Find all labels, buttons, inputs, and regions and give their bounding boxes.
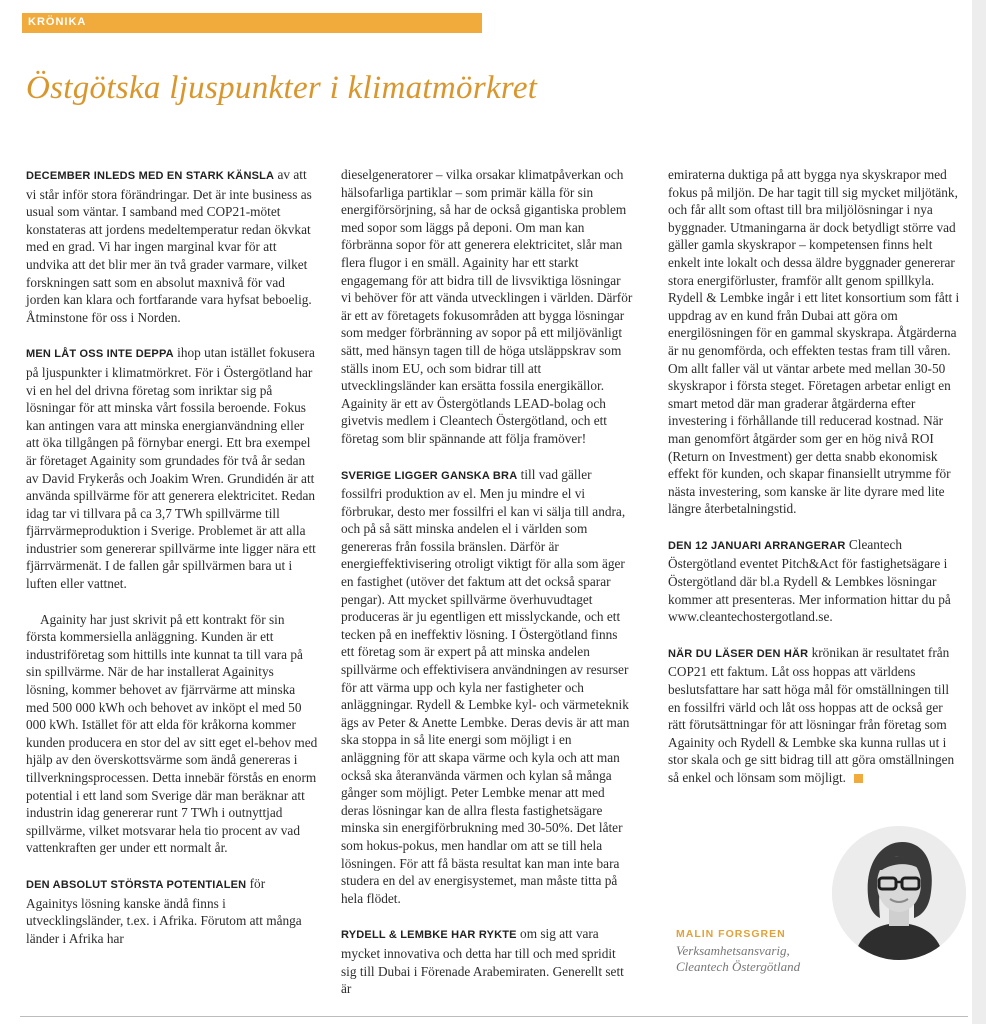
paragraph-lead: DEN ABSOLUT STÖRSTA POTENTIALEN [26, 878, 247, 891]
paragraph-lead: SVERIGE LIGGER GANSKA BRA [341, 469, 518, 482]
paragraph-lead: DEN 12 JANUARI ARRANGERAR [668, 539, 846, 552]
author-portrait-illustration [832, 826, 966, 960]
paragraph [668, 166, 960, 518]
article-column-1 [26, 166, 318, 965]
paragraph-text: Againity har just skrivit på ett kontrakt för sin första kommersiella anläggning. Kunden är ett industriföretag som hittills inte kunnat ta till vara på sin spillvärme. När de har installerat Againitys lösning, kommer behovet av fjärrvärme att minska med 500 000 kWh och behovet av inköpt el med 50 000 kWh. Istället för att elda för kråkorna kommer kunden producera en stor del av sitt eget el-behov med hjälp av den överskottsvärme som ändå genereras i tillverkningsprocessen. Detta innebär förstås en enorm potential i ett land som Sverige där man beräknar att industrin idag genererar runt 7 TWh i outnyttjad spillvärme, vilket motsvarar hela tio procent av vad vattenkraften ger under ett normalt år. [26, 611, 318, 856]
author-role [676, 943, 836, 975]
paragraph-lead: NÄR DU LÄSER DEN HÄR [668, 647, 809, 660]
author-role-line: Verksamhetsansvarig, [676, 943, 790, 958]
paragraph-text: ihop utan istället fokusera på ljuspunkter i klimatmörkret. För i Östergötland har vi en hel del drivna företag som inriktar sig på lösningar för att minska vårt fossila beroende. Fokus kan antingen vara att minska energianvändning eller att öka tillgången på förnybar energi. Ett bra exempel är företaget Againity som grundades för två år sedan av David Frykerås och Joakim Wren. Grundidén är att använda spillvärme för att generera elektricitet. Redan idag tar vi tillvara på ca 3,7 TWh spillvärme till fjärrvärmeproduktion i Sverige. Problemet är att alla industrier som genererar spillvärme inte ligger nära ett fjärrvärmenät. I de fallen går spillvärmen bara ut i luften eller vattnet. [26, 345, 316, 592]
paragraph [668, 536, 960, 626]
paragraph-lead: RYDELL & LEMBKE HAR RYKTE [341, 929, 517, 942]
article-column-3 [668, 166, 960, 805]
paragraph-text: dieselgeneratorer – vilka orsakar klimatpåverkan och hälsofarliga partiklar – som primär källa för sin energiförsörjning, så har de också gigantiska problem med sopor som läggs på deponi. Om man kan förbränna sopor för att generera elektricitet, slår man flera flugor i en smäll. Againity har ett starkt engagemang för att bidra till de livsviktiga lösningar vi behöver för att vända utvecklingen i världen. Därför är ett av företagets fokusområden att bygga lösningar som medger förbränning av sopor på ett miljövänligt sätt, med hänsyn tagen till de höga utsläppskrav som ställs inom EU, och som bidrar till att utvecklingsländer kan ersätta fossila energikällor. Againity är ett av Östergötlands LEAD-bolag och givetvis medlem i Cleantech Östergötland, och ett företag som blir spännande att följa framöver! [341, 167, 633, 446]
paragraph [341, 925, 633, 997]
bottom-divider [20, 1016, 968, 1017]
paragraph [668, 644, 960, 787]
paragraph-text: om sig att vara mycket innovativa och detta har till och med spridit sig till Dubai i Förenade Arabemiraten. Generellt sett är [341, 926, 624, 997]
article-column-2 [341, 166, 633, 1016]
end-mark-icon [854, 774, 863, 783]
paragraph-text: Cleantech Östergötland eventet Pitch&Act för fastighetsägare i Östergötland där bl.a Rydell & Lembkes lösningar kommer att presenteras. Mer information hittar du på www.cleantechostergotland.se. [668, 536, 951, 625]
author-name: MALIN FORSGREN [676, 928, 786, 940]
author-portrait [832, 826, 966, 960]
author-organization: Cleantech Östergötland [676, 959, 801, 974]
paragraph-lead: MEN LÅT OSS INTE DEPPA [26, 348, 174, 361]
paragraph-text: av att vi står inför stora förändringar. Det är inte business as usual som väntar. I samband med COP21-mötet konstateras att jordens medeltemperatur redan ökvkat med en grad. Vi har ingen marginal kvar för att undvika att det blir mer än två grader varmare, vilket forskningen satt som en absolut maxnivå för vad jorden kan klara och fortfarande vara hyfsat beboelig. Åtminstone för oss i Norden. [26, 167, 312, 325]
paragraph-text: för Againitys lösning kanske ändå finns i utvecklingsländer, t.ex. i Afrika. Förutom att många länder i Afrika har [26, 875, 302, 946]
page-edge [972, 0, 986, 1024]
paragraph-text: krönikan är resultatet från COP21 ett faktum. Låt oss hoppas att världens beslutsfattare har satt höga mål för omställningen till en fossilfri värld och låt oss hoppas att de också ger rätt förutsättningar för att lösningar från företag som Againity och Rydell & Lembke ska kunna rullas ut i stor skala och ge sitt bidrag till att göra omställningen så enkel och lönsam som möjligt. [668, 644, 955, 785]
headline: Östgötska ljuspunkter i klimatmörkret [26, 70, 538, 106]
paragraph [26, 611, 318, 857]
paragraph [26, 875, 318, 947]
paragraph [341, 466, 633, 908]
byline [676, 928, 836, 975]
paragraph-text: till vad gäller fossilfri produktion av el. Men ju mindre el vi förbrukar, desto mer fossilfri el kan vi sälja till andra, och på så sätt minska andelen el i världen som genereras från fossila bränslen. Därför är energieffektivisering otroligt viktigt för alla som äger en fastighet (utöver det faktum att det också sparar pengar). Att mycket spillvärme överhuvudtaget produceras är ju egentligen ett misslyckande, och ett tecken på en ineffektiv lösning. I Östergötland finns ett företag som är expert på att minska andelen spillvärme och effektivisera användningen av resurser för att värma upp och kyla ner fastigheter och anläggningar. Rydell & Lembke kyl- och värmeteknik ägs av Peter & Anette Lembke. Deras devis är att man ska stoppa in så lite energi som möjligt i en anläggning för att skapa värme och kyla och att man också ska återanvända värmen och kylan så många gånger som möjligt. Peter Lembke menar att med deras lösningar kan de allra flesta fastighetsägare minska sin energiförbrukning med 30-50%. Det låter som hokus-pokus, men handlar om att se till hela lösningen. För att få bästa resultat kan man inte bara studera en del av energisystemet, man måste titta på hela flödet. [341, 466, 630, 906]
section-label: KRÖNIKA [28, 16, 87, 28]
section-bar [22, 13, 482, 33]
paragraph [26, 344, 318, 592]
paragraph-text: emiraterna duktiga på att bygga nya skyskrapor med fokus på miljön. De har tagit till sig mycket miljötänk, och får allt som oftast till bra miljölösningar i nya byggnader. Utmaningarna är dock betydligt större vad gäller gamla skyskrapor – kompetensen finns helt enkelt inte lokalt och dessa äldre byggnader genererar stora energiförluster, framför allt genom spillkyla. Rydell & Lembke ingår i ett litet konsortium som fått i uppdrag av en kund från Dubai att göra om energilösningen för en gammal skyskrapa. Åtgärderna är nu genomförda, och effekten testas fram till våren. Om allt faller väl ut väntar arbete med mellan 30-50 skyskrapor i första steget. Företagen arbetar enligt en smart metod där man graderar åtgärderna efter investering i förhållande till reducerad kostnad. När man genomfört åtgärder som ger en hög nivå ROI (Return on Investment) ger detta snabb ekonomisk effekt för kunden, och skapar finansiellt utrymme för nästa investering, som kanske är lite dyrare med lite längre återbetalningstid. [668, 167, 960, 517]
paragraph-lead: DECEMBER INLEDS MED EN STARK KÄNSLA [26, 170, 275, 182]
paragraph [341, 166, 633, 448]
paragraph [26, 166, 318, 326]
